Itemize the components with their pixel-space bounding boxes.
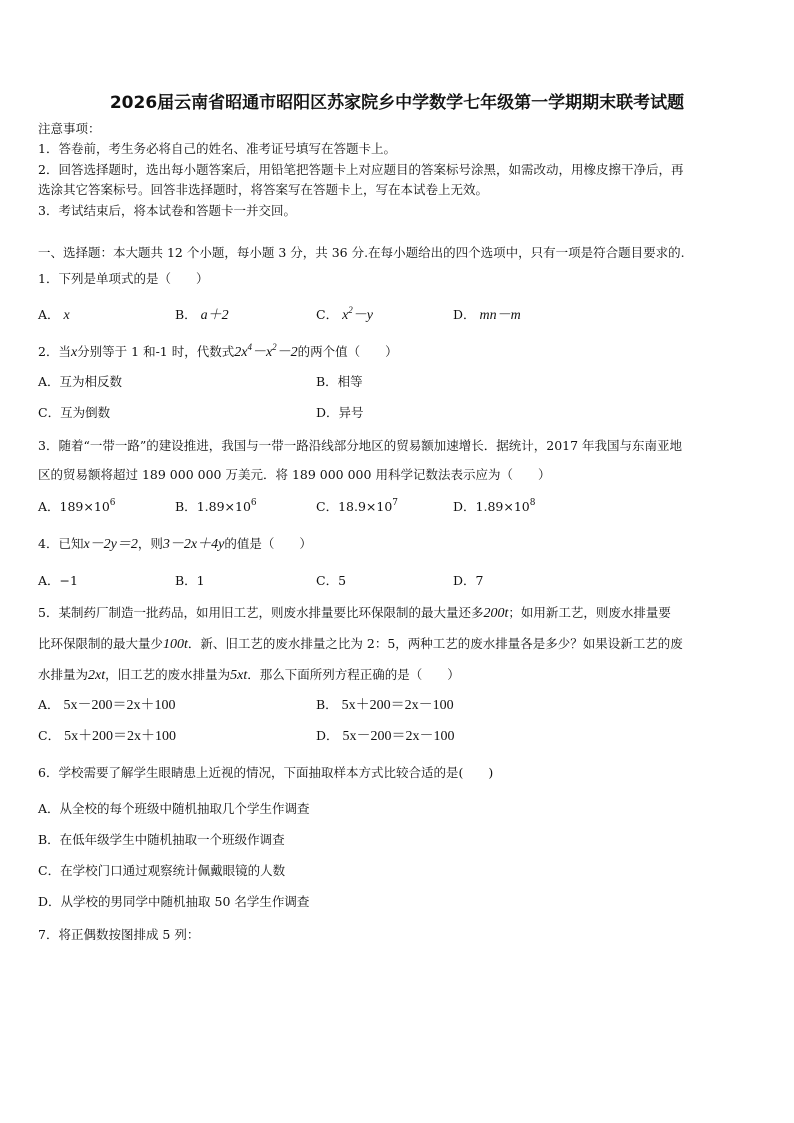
q3-stem-line-1: 3．随着“一带一路”的建设推进，我国与一带一路沿线部分地区的贸易额加速增长．据统计，2017 年我国与东南亚地 xyxy=(38,438,683,453)
notice-item-2-line-1: 2．回答选择题时，选出每小题答案后，用铅笔把答题卡上对应题目的答案标号涂黑，如需改动，用橡皮擦干净后，再 xyxy=(38,162,684,177)
q5-stem-line-1: 5．某制药厂制造一批药品，如用旧工艺，则废水排量要比环保限制的最大量还多200t；如用新工艺，则废水排量要 xyxy=(38,605,671,621)
q1-option-b: B． a＋2 xyxy=(175,307,229,323)
q5-stem-line-2: 比环保限制的最大量少100t．新、旧工艺的废水排量之比为 2：5，两种工艺的废水排量各是多少？如果设新工艺的废 xyxy=(38,636,683,652)
q2-option-a: A．互为相反数 xyxy=(38,374,123,389)
q4-stem: 4．已知x－2y＝2，则3－2x＋4y的值是（ ） xyxy=(38,536,312,552)
q6-stem: 6．学校需要了解学生眼睛患上近视的情况，下面抽取样本方式比较合适的是( ) xyxy=(38,765,494,780)
q6-option-a: A．从全校的每个班级中随机抽取几个学生作调查 xyxy=(38,801,310,816)
q1-stem: 1．下列是单项式的是（ ） xyxy=(38,271,209,286)
q5-option-a: A． 5x－200＝2x＋100 xyxy=(38,697,176,713)
q2-option-b: B．相等 xyxy=(316,374,363,389)
q1-option-c: C． $x^2-y$ xyxy=(316,305,373,323)
q6-option-d: D．从学校的男同学中随机抽取 50 名学生作调查 xyxy=(38,894,310,909)
q3-stem-line-2: 区的贸易额将超过 189 000 000 万美元．将 189 000 000 用科学记数法表示应为（ ） xyxy=(38,467,551,482)
q2-option-d: D．异号 xyxy=(316,405,364,420)
notice-item-2-line-2: 选涂其它答案标号。回答非选择题时，将答案写在答题卡上，写在本试卷上无效。 xyxy=(38,182,489,197)
q7-stem: 7．将正偶数按图排成 5 列： xyxy=(38,927,200,942)
q4-option-d: D．7 xyxy=(453,573,484,588)
q1-option-d: D． mn－m xyxy=(453,307,521,323)
q2-option-c: C．互为倒数 xyxy=(38,405,111,420)
q3-option-d: D．$1.89\times 10^8$ xyxy=(453,498,536,514)
q3-option-a: A．$189\times 10^6$ xyxy=(38,498,116,514)
q5-option-b: B． 5x＋200＝2x－100 xyxy=(316,697,454,713)
q5-option-d: D． 5x－200＝2x－100 xyxy=(316,728,455,744)
q5-stem-line-3: 水排量为2xt，旧工艺的废水排量为5xt．那么下面所列方程正确的是（ ） xyxy=(38,667,460,683)
q3-option-b: B．$1.89\times 10^6$ xyxy=(175,498,257,514)
q6-option-c: C．在学校门口通过观察统计佩戴眼镜的人数 xyxy=(38,863,286,878)
q6-option-b: B．在低年级学生中随机抽取一个班级作调查 xyxy=(38,832,285,847)
q4-option-b: B．1 xyxy=(175,573,205,588)
section-heading: 一、选择题：本大题共 12 个小题，每小题 3 分，共 36 分.在每小题给出的四个选项中，只有一项是符合题目要求的. xyxy=(38,245,685,260)
q3-option-c: C．$18.9\times 10^7$ xyxy=(316,498,399,514)
exam-title: 2026届云南省昭通市昭阳区苏家院乡中学数学七年级第一学期期末联考试题 xyxy=(109,93,685,113)
notice-item-1: 1．答卷前，考生务必将自己的姓名、准考证号填写在答题卡上。 xyxy=(38,141,396,156)
q2-stem: 2．当x分别等于 1 和-1 时，代数式$2x^4-x^2-2$的两个值（ ） xyxy=(38,342,398,360)
notice-heading: 注意事项： xyxy=(38,121,101,136)
q4-option-c: C．5 xyxy=(316,573,347,588)
q4-option-a: A．−1 xyxy=(38,573,78,588)
notice-item-3: 3．考试结束后，将本试卷和答题卡一并交回。 xyxy=(38,203,296,218)
q1-option-a: A． x xyxy=(38,307,70,323)
q5-option-c: C． 5x＋200＝2x＋100 xyxy=(38,728,177,744)
